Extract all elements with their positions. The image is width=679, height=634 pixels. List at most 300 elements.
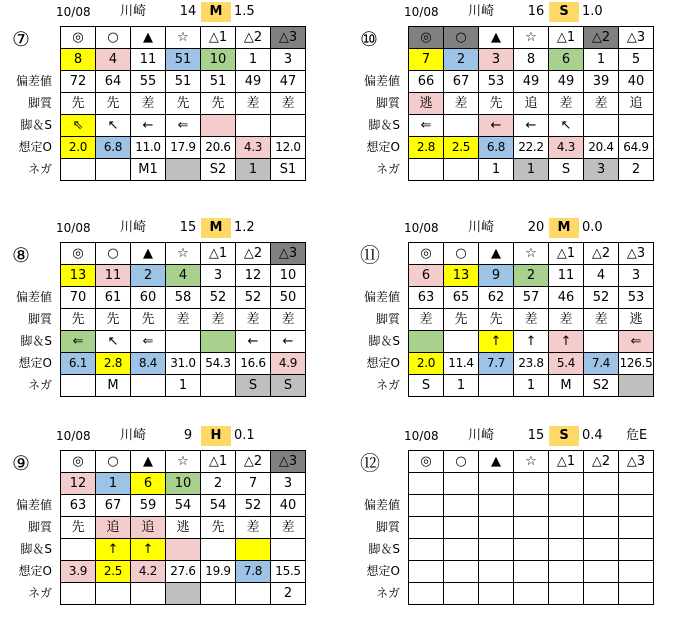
mark-cell: △3 [271, 243, 306, 265]
grid-cell: 7.4 [584, 353, 619, 375]
grid-cell [514, 495, 549, 517]
pace-class-badge: M [549, 218, 579, 238]
expected-odds-row [61, 353, 306, 375]
grid-cell [514, 561, 549, 583]
grid-cell: 52 [584, 287, 619, 309]
grid-cell: 20.6 [201, 137, 236, 159]
grid-cell [271, 539, 306, 561]
grid-cell: 8.4 [131, 353, 166, 375]
pace-value: 0.1 [234, 428, 255, 443]
mark-cell: △2 [236, 451, 271, 473]
grid-cell [479, 539, 514, 561]
grid-cell [479, 561, 514, 583]
grid-cell: S1 [271, 159, 306, 181]
grid-cell: 53 [619, 287, 654, 309]
mark-cell: ▲ [131, 451, 166, 473]
grid-cell: 27.6 [166, 561, 201, 583]
grid-cell [201, 375, 236, 397]
grid-cell: 1 [479, 159, 514, 181]
grid-cell [549, 583, 584, 605]
grid-cell: 先 [96, 309, 131, 331]
grid-cell [409, 561, 444, 583]
grid-cell [61, 583, 96, 605]
grid-cell: 9 [479, 265, 514, 287]
horse-number-row [61, 49, 306, 71]
grid-cell: 51 [166, 71, 201, 93]
grid-cell: 差 [131, 93, 166, 115]
expected-odds-row [409, 137, 654, 159]
grid-cell: 67 [444, 71, 479, 93]
race-9-block [4, 426, 334, 626]
grid-cell [201, 331, 236, 353]
grid-cell: 15.5 [271, 561, 306, 583]
grid-cell [409, 159, 444, 181]
grid-cell: 差 [236, 309, 271, 331]
grid-cell: 11.4 [444, 353, 479, 375]
race-number: ⑫ [360, 451, 380, 475]
race-number: ⑧ [12, 243, 30, 267]
grid-cell: 差 [549, 309, 584, 331]
grid-cell: ← [131, 115, 166, 137]
field-size: 15 [179, 220, 197, 235]
grid-cell: 6 [409, 265, 444, 287]
grid-cell: 差 [549, 93, 584, 115]
horse-number-row [409, 473, 654, 495]
mark-header-row [409, 243, 654, 265]
grid-cell [619, 115, 654, 137]
grid-cell: 2 [514, 265, 549, 287]
grid-cell: ← [271, 331, 306, 353]
mark-cell: ▲ [479, 27, 514, 49]
grid-cell [549, 473, 584, 495]
mark-cell: ◎ [409, 451, 444, 473]
grid-cell: S [236, 375, 271, 397]
grid-cell [619, 375, 654, 397]
row-label: 脚＆S [368, 118, 400, 132]
grid-cell [61, 375, 96, 397]
row-label: 脚質 [27, 96, 52, 110]
row-label: 想定O [18, 356, 52, 370]
row-label: 脚＆S [368, 334, 400, 348]
grid-cell [236, 583, 271, 605]
grid-cell: 先 [444, 309, 479, 331]
grid-cell: 2 [619, 159, 654, 181]
grid-cell: 先 [61, 309, 96, 331]
horse-number-row [61, 473, 306, 495]
grid-cell: 22.2 [514, 137, 549, 159]
row-label: 脚質 [375, 312, 400, 326]
grid-cell [409, 583, 444, 605]
grid-cell: 66 [409, 71, 444, 93]
pace-class-badge: S [549, 426, 579, 446]
grid-cell: 5 [619, 49, 654, 71]
mark-cell: ○ [444, 27, 479, 49]
grid-cell [96, 159, 131, 181]
grid-cell: 差 [236, 517, 271, 539]
grid-cell: 40 [619, 71, 654, 93]
grid-cell [479, 583, 514, 605]
horse-number-row [409, 265, 654, 287]
row-label: 脚＆S [20, 542, 52, 556]
grid-cell: 差 [201, 309, 236, 331]
grid-cell [166, 159, 201, 181]
grid-cell: 11 [96, 265, 131, 287]
running-style-row [409, 309, 654, 331]
grid-cell: 2.5 [96, 561, 131, 583]
mark-cell: △1 [201, 27, 236, 49]
grid-cell: 3 [271, 473, 306, 495]
grid-cell: 追 [96, 517, 131, 539]
mark-cell: ◎ [61, 243, 96, 265]
grid-cell: 差 [271, 517, 306, 539]
grid-cell: 51 [166, 49, 201, 71]
grid-cell: 70 [61, 287, 96, 309]
track-name: 川崎 [120, 220, 147, 235]
race-11-block [352, 218, 679, 418]
grid-cell [619, 517, 654, 539]
grid-cell: 54 [166, 495, 201, 517]
grid-cell: 31.0 [166, 353, 201, 375]
grid-cell: 逃 [166, 517, 201, 539]
race-date: 10/08 [56, 5, 91, 19]
deviation-row [409, 287, 654, 309]
grid-cell: 54 [201, 495, 236, 517]
grid-cell: 60 [131, 287, 166, 309]
mark-cell: ☆ [166, 243, 201, 265]
grid-cell [444, 115, 479, 137]
grid-cell [201, 539, 236, 561]
grid-cell: 3 [201, 265, 236, 287]
running-style-row [61, 517, 306, 539]
grid-cell [619, 495, 654, 517]
grid-cell: 61 [96, 287, 131, 309]
grid-cell: 2.8 [96, 353, 131, 375]
grid-cell: 50 [271, 287, 306, 309]
grid-cell: 3 [271, 49, 306, 71]
grid-cell: 差 [236, 93, 271, 115]
grid-cell: 16.6 [236, 353, 271, 375]
grid-cell: 3 [584, 159, 619, 181]
race-date: 10/08 [404, 221, 439, 235]
mark-cell: ○ [444, 451, 479, 473]
grid-cell [444, 159, 479, 181]
grid-cell: 52 [236, 287, 271, 309]
field-size: 20 [527, 220, 545, 235]
race-date: 10/08 [56, 429, 91, 443]
grid-cell [236, 115, 271, 137]
mark-cell: △2 [584, 27, 619, 49]
grid-cell: 65 [444, 287, 479, 309]
grid-cell: 126.5 [619, 353, 654, 375]
grid-cell [479, 375, 514, 397]
grid-cell [201, 115, 236, 137]
grid-cell [409, 331, 444, 353]
grid-cell: M1 [131, 159, 166, 181]
grid-cell: 12 [61, 473, 96, 495]
mark-cell: ○ [444, 243, 479, 265]
row-label: ネガ [375, 378, 400, 392]
grid-cell [584, 561, 619, 583]
grid-cell: 7.7 [479, 353, 514, 375]
mark-cell: ☆ [166, 27, 201, 49]
grid-cell: 先 [131, 309, 166, 331]
leg-speed-row [409, 539, 654, 561]
race-grid [60, 26, 306, 181]
grid-cell [514, 583, 549, 605]
grid-cell: 先 [166, 93, 201, 115]
mark-cell: ▲ [131, 243, 166, 265]
row-label: ネガ [27, 586, 52, 600]
race-header [352, 218, 679, 238]
row-label: ネガ [375, 586, 400, 600]
pace-class-badge: M [201, 2, 231, 22]
grid-cell: ← [479, 115, 514, 137]
grid-cell: 67 [96, 495, 131, 517]
danger-flag: 危E [626, 428, 648, 443]
grid-cell [444, 473, 479, 495]
row-label: 想定O [18, 564, 52, 578]
grid-cell: S [549, 159, 584, 181]
row-label: 脚＆S [20, 334, 52, 348]
grid-cell: 40 [271, 495, 306, 517]
row-label: 偏差値 [363, 74, 400, 88]
grid-cell: 差 [166, 309, 201, 331]
grid-cell: 2 [271, 583, 306, 605]
grid-cell [584, 331, 619, 353]
race-grid [60, 242, 306, 397]
mark-header-row [61, 27, 306, 49]
grid-cell [514, 517, 549, 539]
grid-cell [584, 495, 619, 517]
grid-cell [166, 583, 201, 605]
mark-cell: ☆ [514, 27, 549, 49]
grid-cell [584, 583, 619, 605]
grid-cell [409, 473, 444, 495]
grid-cell [236, 539, 271, 561]
row-label: 偏差値 [363, 498, 400, 512]
grid-cell: 54.3 [201, 353, 236, 375]
grid-cell [514, 473, 549, 495]
leg-speed-row [409, 115, 654, 137]
grid-cell: ↑ [96, 539, 131, 561]
grid-cell [584, 517, 619, 539]
row-label: 想定O [366, 564, 400, 578]
grid-cell: S [409, 375, 444, 397]
grid-cell: 46 [549, 287, 584, 309]
race-number: ⑨ [12, 451, 30, 475]
grid-cell: S [271, 375, 306, 397]
grid-cell: S2 [201, 159, 236, 181]
grid-cell: 5.4 [549, 353, 584, 375]
deviation-row [409, 495, 654, 517]
grid-cell: 39 [584, 71, 619, 93]
deviation-row [61, 71, 306, 93]
race-grid [60, 450, 306, 605]
grid-cell [549, 495, 584, 517]
grid-cell: 10 [271, 265, 306, 287]
grid-cell [619, 539, 654, 561]
grid-cell: 12.0 [271, 137, 306, 159]
grid-cell: 63 [61, 495, 96, 517]
race-number: ⑩ [360, 27, 378, 51]
pace-class-badge: H [201, 426, 231, 446]
grid-cell [584, 115, 619, 137]
row-label: 想定O [366, 356, 400, 370]
grid-cell: 6 [131, 473, 166, 495]
mark-cell: △2 [584, 243, 619, 265]
grid-cell: 2.5 [444, 137, 479, 159]
deviation-row [409, 71, 654, 93]
row-label: ネガ [27, 162, 52, 176]
grid-cell: 逃 [619, 309, 654, 331]
grid-cell: ⇐ [619, 331, 654, 353]
grid-cell: 2.0 [409, 353, 444, 375]
grid-cell: S2 [584, 375, 619, 397]
row-label: 脚＆S [20, 118, 52, 132]
pace-value: 1.5 [234, 4, 255, 19]
grid-cell: 4 [584, 265, 619, 287]
grid-cell: 23.8 [514, 353, 549, 375]
race-number: ⑦ [12, 27, 30, 51]
grid-cell: 20.4 [584, 137, 619, 159]
grid-cell: 13 [444, 265, 479, 287]
row-label: 偏差値 [363, 290, 400, 304]
grid-cell: 先 [479, 93, 514, 115]
grid-cell: 1 [166, 375, 201, 397]
mark-cell: △3 [271, 451, 306, 473]
grid-cell: 13 [61, 265, 96, 287]
mark-cell: ▲ [131, 27, 166, 49]
grid-cell: 先 [201, 93, 236, 115]
mark-cell: △2 [236, 27, 271, 49]
running-style-row [61, 309, 306, 331]
grid-cell: 7 [236, 473, 271, 495]
grid-cell [166, 331, 201, 353]
grid-cell [549, 517, 584, 539]
leg-speed-row [409, 331, 654, 353]
running-style-row [61, 93, 306, 115]
mark-cell: △1 [201, 451, 236, 473]
row-label: 脚質 [375, 96, 400, 110]
grid-cell: 1 [584, 49, 619, 71]
grid-cell [61, 159, 96, 181]
grid-cell: 差 [409, 309, 444, 331]
grid-cell: 1 [514, 375, 549, 397]
grid-cell: 1 [96, 473, 131, 495]
grid-cell [619, 561, 654, 583]
grid-cell: 1 [236, 49, 271, 71]
grid-cell: 4 [166, 265, 201, 287]
grid-cell: 10 [201, 49, 236, 71]
mark-cell: ▲ [479, 243, 514, 265]
race-date: 10/08 [404, 429, 439, 443]
grid-cell [479, 473, 514, 495]
race-number: ⑪ [360, 243, 380, 267]
grid-cell [409, 517, 444, 539]
grid-cell: 64 [96, 71, 131, 93]
grid-cell: ⇐ [166, 115, 201, 137]
grid-cell: 4 [96, 49, 131, 71]
grid-cell: 追 [514, 93, 549, 115]
grid-cell: 52 [236, 495, 271, 517]
track-name: 川崎 [468, 4, 495, 19]
grid-cell: 2 [444, 49, 479, 71]
grid-cell: 4.3 [549, 137, 584, 159]
race-8-block [4, 218, 334, 418]
field-size: 9 [183, 428, 193, 443]
grid-cell: 64.9 [619, 137, 654, 159]
grid-cell: 52 [201, 287, 236, 309]
expected-odds-row [409, 353, 654, 375]
mark-cell: △2 [236, 243, 271, 265]
grid-cell [131, 583, 166, 605]
grid-cell: 2 [201, 473, 236, 495]
grid-cell [409, 539, 444, 561]
grid-cell: 51 [201, 71, 236, 93]
grid-cell [584, 539, 619, 561]
mark-cell: ☆ [166, 451, 201, 473]
grid-cell [444, 517, 479, 539]
grid-cell: 1 [236, 159, 271, 181]
mark-cell: ○ [96, 243, 131, 265]
race-7-block [4, 2, 334, 202]
row-label: ネガ [375, 162, 400, 176]
mark-cell: ◎ [409, 243, 444, 265]
grid-cell: 3.9 [61, 561, 96, 583]
mark-cell: △1 [549, 27, 584, 49]
race-date: 10/08 [404, 5, 439, 19]
pace-value: 0.4 [582, 428, 603, 443]
grid-cell: 6.8 [479, 137, 514, 159]
grid-cell [444, 495, 479, 517]
grid-cell: ↖ [549, 115, 584, 137]
race-header [4, 2, 334, 22]
row-label: 偏差値 [15, 290, 52, 304]
mark-header-row [409, 27, 654, 49]
grid-cell: 17.9 [166, 137, 201, 159]
row-label: 偏差値 [15, 74, 52, 88]
grid-cell: 4.3 [236, 137, 271, 159]
grid-cell: 47 [271, 71, 306, 93]
row-label: 脚質 [375, 520, 400, 534]
race-grid [408, 450, 654, 605]
grid-cell: ⇐ [409, 115, 444, 137]
grid-cell: 11 [131, 49, 166, 71]
expected-odds-row [61, 561, 306, 583]
mark-cell: ☆ [514, 243, 549, 265]
grid-cell: M [96, 375, 131, 397]
deviation-row [61, 495, 306, 517]
grid-cell: 2.0 [61, 137, 96, 159]
grid-cell: 49 [236, 71, 271, 93]
grid-cell: 差 [584, 309, 619, 331]
row-label: 想定O [18, 140, 52, 154]
grid-cell: ← [236, 331, 271, 353]
mark-cell: ○ [96, 451, 131, 473]
grid-cell: 1 [514, 159, 549, 181]
mark-header-row [61, 451, 306, 473]
grid-cell [271, 115, 306, 137]
grid-cell: 7.8 [236, 561, 271, 583]
mark-cell: △1 [201, 243, 236, 265]
track-name: 川崎 [120, 4, 147, 19]
leg-speed-row [61, 539, 306, 561]
grid-cell: 6 [549, 49, 584, 71]
mark-cell: △3 [271, 27, 306, 49]
grid-cell: 差 [444, 93, 479, 115]
grid-cell: 4.2 [131, 561, 166, 583]
race-header [352, 426, 679, 446]
